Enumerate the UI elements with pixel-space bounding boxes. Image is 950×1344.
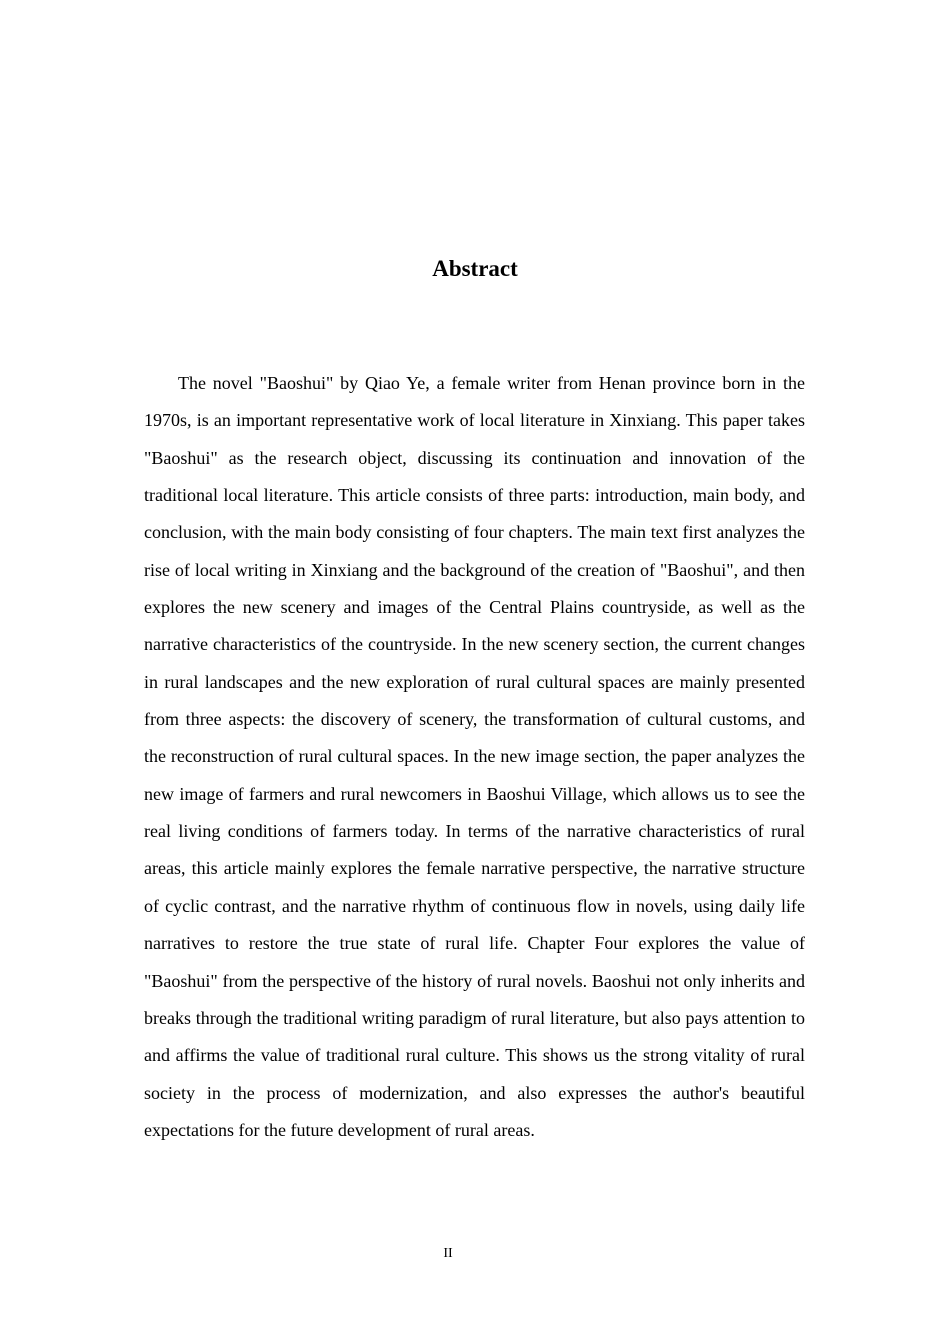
abstract-heading: Abstract bbox=[432, 256, 518, 281]
abstract-paragraph: The novel "Baoshui" by Qiao Ye, a female writer from Henan province born in the 1970s, is an important representative work of local literature in Xinxiang. This paper takes "Baoshui" as the research object, discussing its continuation and innovation of the traditional local literature. This article consists of three parts: introduction, main body, and conclusion, with the main body consisting of four chapters. The main text first analyzes the rise of local writing in Xinxiang and the background of the creation of "Baoshui", and then explores the new scenery and images of the Central Plains countryside, as well as the narrative characteristics of the countryside. In the new scenery section, the current changes in rural landscapes and the new exploration of rural cultural spaces are mainly presented from three aspects: the discovery of scenery, the transformation of cultural customs, and the reconstruction of rural cultural spaces. In the new image section, the paper analyzes the new image of farmers and rural newcomers in Baoshui Village, which allows us to see the real living conditions of farmers today. In terms of the narrative characteristics of rural areas, this article mainly explores the female narrative perspective, the narrative structure of cyclic contrast, and the narrative rhythm of continuous flow in novels, using daily life narratives to restore the true state of rural life. Chapter Four explores the value of "Baoshui" from the perspective of the history of rural novels. Baoshui not only inherits and breaks through the traditional writing paradigm of rural literature, but also pays attention to and affirms the value of traditional rural culture. This shows us the strong vitality of rural society in the process of modernization, and also expresses the author's beautiful expectations for the future development of rural areas. bbox=[144, 373, 805, 1140]
page-number: II bbox=[443, 1246, 453, 1261]
